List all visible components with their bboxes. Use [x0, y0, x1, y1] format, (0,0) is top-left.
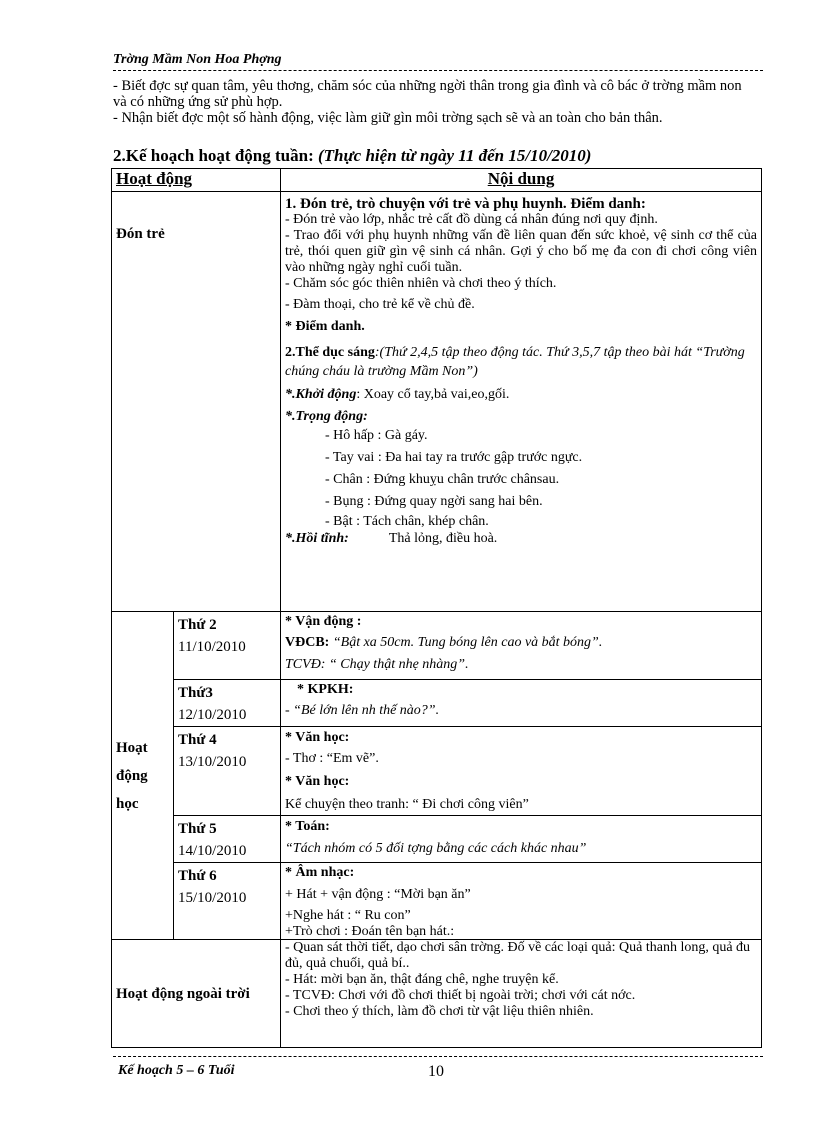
section-period: (Thực hiện từ ngày 11 đến 15/10/2010)	[317, 146, 592, 165]
day-content: * Vận động : VĐCB: “Bật xa 50cm. Tung bóng lên cao và bắt bóng”. TCVĐ: “ Chạy thật nhẹ nhàng”.	[281, 612, 762, 680]
reception-content: 1. Đón trẻ, trò chuyện với trẻ và phụ huynh. Điểm danh: - Đón trẻ vào lớp, nhắc trẻ cất đồ dùng cá nhân đúng nơi quy định. - Trao đổi với phụ huynh những vấn đề liên quan đến sức khoẻ, vệ sinh cơ thể của trẻ, thói quen giữ gìn vệ sinh cá nhân. Gợi ý cho bố mẹ đa con đi chơi công viên vào những ngày nghỉ cuối tuần. - Chăm sóc góc thiên nhiên và chơi theo ý thích. - Đàm thoại, cho trẻ kể về chủ đề. * Điểm danh. 2.Thể dục sáng:(Thứ 2,4,5 tập theo động tác. Thứ 3,5,7 tập theo bài hát “Trường chúng cháu là trường Mầm Non”) *.Khởi động: Xoay cổ tay,bả vai,eo,gối. *.Trọng động: - Hô hấp : Gà gáy. - Tay vai : Đa hai tay ra trước gập trước ngực. - Chân : Đứng khuỵu chân trước chânsau. - Bụng : Đứng quay ngời sang hai bên. - Bật : Tách chân, khép chân. *.Hồi tĩnh: Thả lỏng, điều hoà.	[281, 192, 762, 612]
table-header-row	[112, 169, 762, 192]
day-content: * KPKH: - “Bé lớn lên nh thế nào?”.	[281, 680, 762, 727]
day-cell: Thứ3 12/10/2010	[174, 680, 281, 727]
outdoor-row	[112, 940, 762, 1048]
school-name: Trờng Mầm Non Hoa Phợng	[113, 52, 282, 67]
learning-label: Hoạt động học	[112, 612, 174, 940]
intro-line: - Biết đợc sự quan tâm, yêu thơng, chăm sóc của những ngời thân trong gia đình và cô bác ở trờng mầm non và có những ứng sử phù hợp.	[113, 78, 742, 110]
intro-line: - Nhận biết đợc một số hành động, việc làm giữ gìn môi trờng sạch sẽ và an toàn cho bản thân.	[113, 110, 663, 126]
learning-row-thursday	[112, 816, 762, 863]
page-number: 10	[428, 1063, 444, 1080]
footer-title: Kế hoạch 5 – 6 Tuổi	[118, 1063, 235, 1078]
day-cell: Thứ 6 15/10/2010	[174, 863, 281, 940]
day-cell: Thứ 2 11/10/2010	[174, 612, 281, 680]
intro-text	[113, 78, 758, 126]
learning-row-friday	[112, 863, 762, 940]
col-activity-header: Hoạt động	[112, 169, 281, 192]
day-content: * Âm nhạc: + Hát + vận động : “Mời bạn ăn” +Nghe hát : “ Ru con” +Trò chơi : Đoán tên bạn hát.:	[281, 863, 762, 940]
outdoor-label: Hoạt động ngoài trời	[112, 940, 281, 1048]
footer-rule	[113, 1056, 763, 1057]
weekly-plan-table	[111, 168, 762, 1048]
day-cell: Thứ 5 14/10/2010	[174, 816, 281, 863]
learning-row-monday	[112, 612, 762, 680]
learning-row-tuesday	[112, 680, 762, 727]
learning-row-wednesday	[112, 727, 762, 816]
day-content: * Văn học: - Thơ : “Em vẽ”. * Văn học: Kể chuyện theo tranh: “ Đi chơi công viên”	[281, 727, 762, 816]
day-cell: Thứ 4 13/10/2010	[174, 727, 281, 816]
reception-label: Đón trẻ	[112, 192, 281, 612]
section-title: 2.Kế hoạch hoạt động tuần: (Thực hiện từ ngày 11 đến 15/10/2010)	[113, 146, 592, 165]
page-header	[113, 52, 763, 71]
day-content: * Toán: “Tách nhóm có 5 đối tợng bằng các cách khác nhau”	[281, 816, 762, 863]
col-content-header: Nội dung	[281, 169, 762, 192]
outdoor-content: - Quan sát thời tiết, dạo chơi sân trờng. Đố về các loại quả: Quả thanh long, quả đu đủ, quả chuối, quả bí.. - Hát: mời bạn ăn, thật đáng chê, nghe truyện kể. - TCVĐ: Chơi với đồ chơi thiết bị ngoài trời; chơi với cát nớc. - Chơi theo ý thích, làm đồ chơi từ vật liệu thiên nhiên.	[281, 940, 762, 1048]
reception-row	[112, 192, 762, 612]
